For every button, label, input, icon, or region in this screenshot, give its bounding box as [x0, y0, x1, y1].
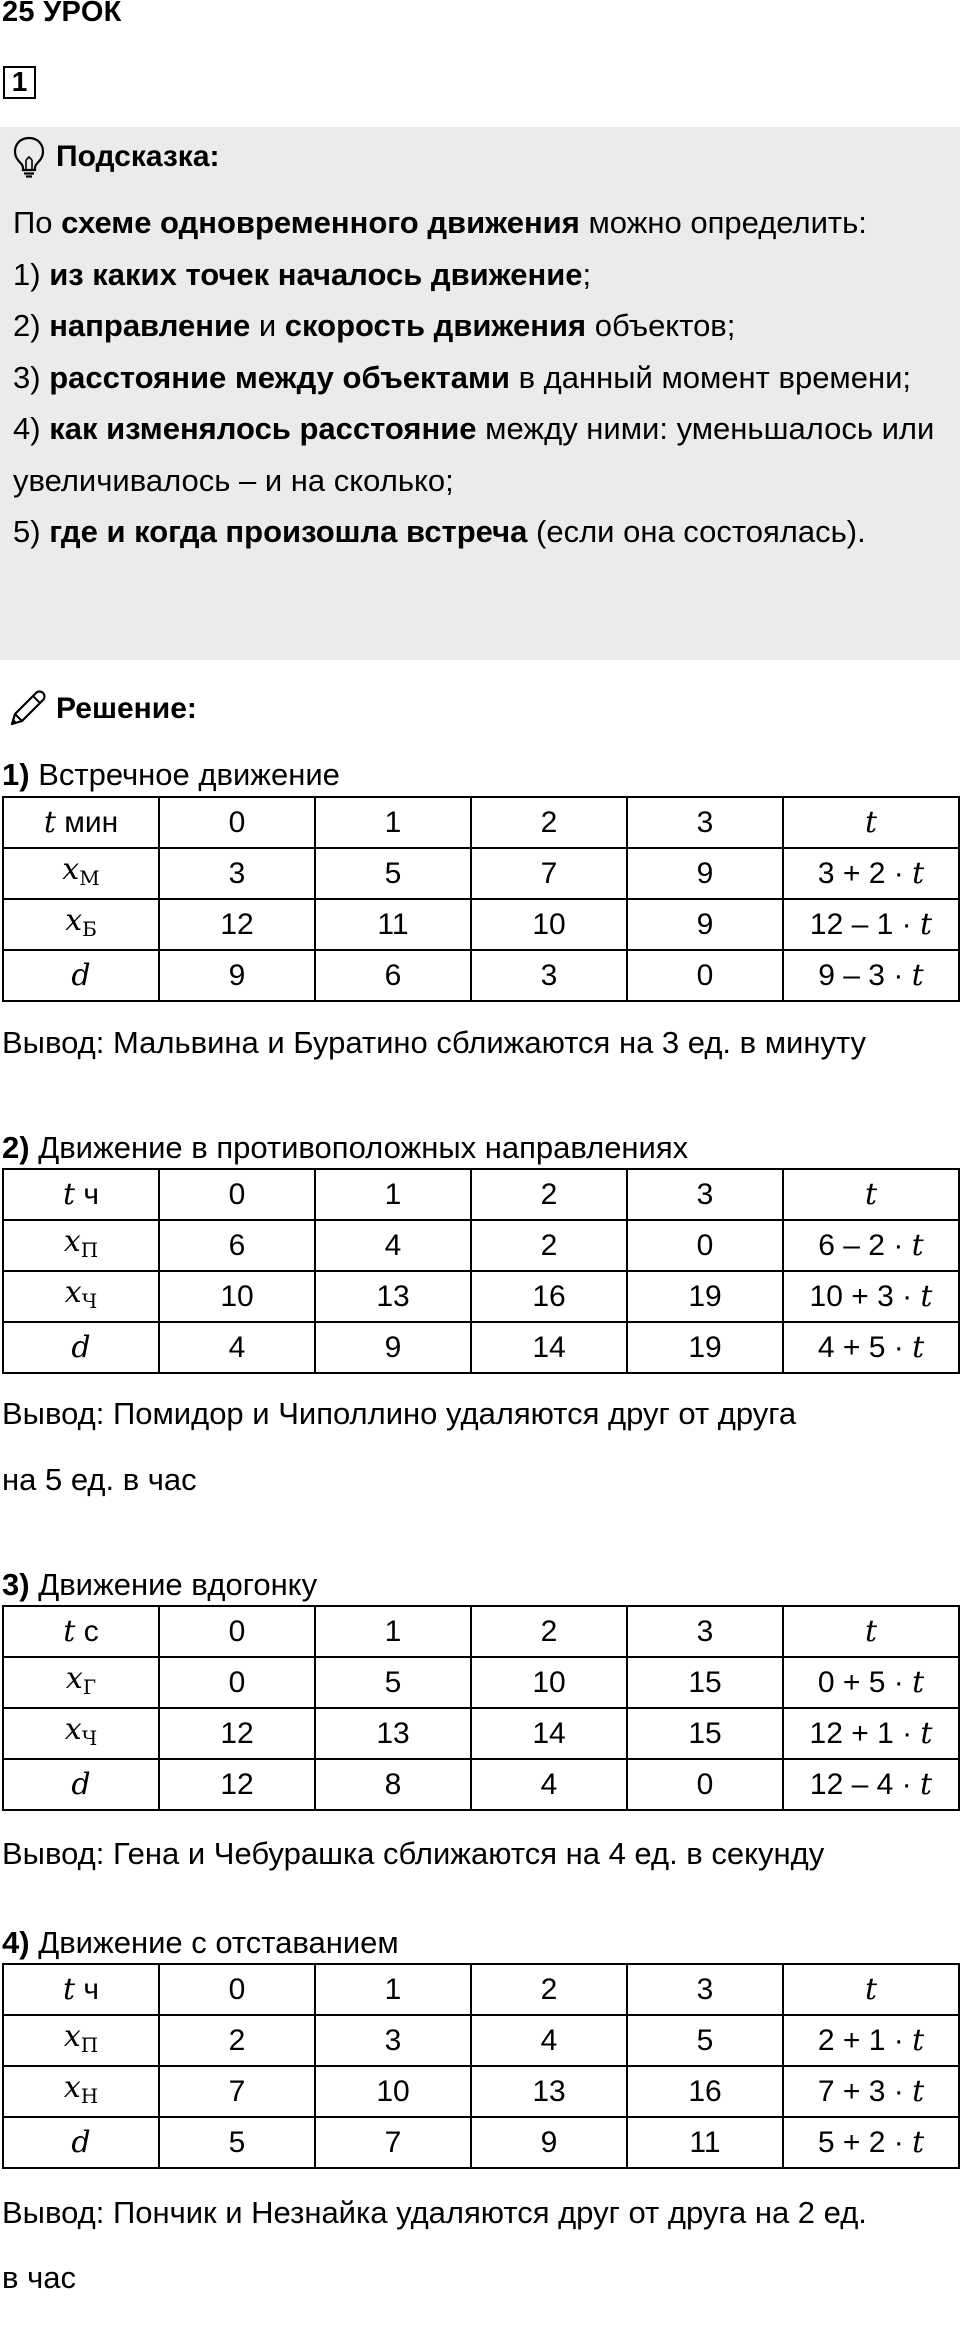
- table-cell: 0: [159, 1169, 315, 1220]
- hint-panel: [0, 127, 960, 660]
- variable-symbol: d: [71, 957, 91, 993]
- hint-header: [12, 135, 220, 179]
- row-header: [3, 1657, 159, 1708]
- section-number: 2): [2, 1130, 30, 1165]
- table-row: [3, 2117, 959, 2168]
- table-cell: 0: [627, 1759, 783, 1810]
- table-cell: 5: [159, 2117, 315, 2168]
- conclusion-line: в час: [2, 2260, 76, 2295]
- formula-variable: t: [864, 1613, 878, 1649]
- formula-variable: t: [920, 906, 933, 942]
- hint-line: [13, 249, 948, 301]
- hint-text-run: 5): [13, 514, 50, 549]
- formula-cell: [783, 1220, 959, 1271]
- table-cell: 14: [471, 1708, 627, 1759]
- hint-text-run: и: [250, 308, 285, 343]
- variable-subscript: Ч: [81, 1725, 98, 1750]
- section-title: [2, 1567, 317, 1603]
- hint-text-run: объектов;: [586, 308, 736, 343]
- table-row: [3, 797, 959, 848]
- formula-variable: t: [912, 2073, 925, 2109]
- formula-cell: [783, 1759, 959, 1810]
- variable-symbol: x: [65, 1660, 83, 1696]
- variable-symbol: d: [71, 1766, 91, 1802]
- row-header: [3, 1271, 159, 1322]
- variable-subscript: Н: [80, 2083, 99, 2108]
- table-cell: 10: [159, 1271, 315, 1322]
- formula-variable: t: [864, 804, 878, 840]
- hint-emphasis: как изменялось расстояние: [49, 411, 477, 446]
- hint-text-run: ;: [582, 256, 592, 292]
- table-cell: 2: [471, 1606, 627, 1657]
- variable-symbol: x: [64, 1711, 82, 1747]
- hint-text-run: (если она состоялась).: [527, 514, 866, 549]
- hint-line: [13, 300, 948, 352]
- table-cell: 3: [471, 950, 627, 1001]
- table-cell: 3: [159, 848, 315, 899]
- variable-symbol: t: [63, 1613, 76, 1649]
- table-cell: 6: [159, 1220, 315, 1271]
- table-cell: 15: [627, 1657, 783, 1708]
- formula-cell: [783, 1708, 959, 1759]
- hint-text-run: между ними: уменьшалось или увеличивалось – и на сколько;: [13, 411, 935, 498]
- formula-cell: [783, 1657, 959, 1708]
- conclusion-line: Вывод: Помидор и Чиполлино удаляются друг от друга: [2, 1396, 797, 1431]
- table-row: [3, 1964, 959, 2015]
- table-cell: 15: [627, 1708, 783, 1759]
- formula-variable: t: [912, 1329, 925, 1365]
- table-row: [3, 1708, 959, 1759]
- table-cell: 7: [471, 848, 627, 899]
- variable-symbol: d: [71, 2124, 91, 2160]
- unit-label: ч: [83, 1972, 100, 2006]
- formula-variable: t: [920, 1278, 933, 1314]
- formula-text: 0 + 5 ·: [817, 1665, 913, 1699]
- row-header: [3, 1759, 159, 1810]
- formula-cell: [783, 1322, 959, 1373]
- formula-cell: [783, 1964, 959, 2015]
- section-title: [2, 757, 340, 793]
- variable-subscript: П: [80, 2032, 99, 2057]
- row-header: [3, 899, 159, 950]
- unit-label: ч: [83, 1177, 100, 1211]
- table-cell: 19: [627, 1271, 783, 1322]
- formula-variable: t: [864, 1176, 878, 1212]
- table-cell: 3: [627, 797, 783, 848]
- hint-text-run: 4): [13, 411, 50, 446]
- table-cell: 16: [471, 1271, 627, 1322]
- table-cell: 5: [315, 848, 471, 899]
- variable-symbol: x: [63, 1223, 81, 1259]
- hint-text-run: в данный момент времени;: [509, 359, 912, 395]
- table-cell: 0: [159, 1964, 315, 2015]
- row-header: [3, 1169, 159, 1220]
- hint-emphasis: скорость движения: [284, 308, 587, 343]
- section-number: 4): [2, 1925, 30, 1960]
- formula-variable: t: [912, 2022, 925, 2058]
- formula-variable: t: [912, 1664, 925, 1700]
- hint-line: [13, 352, 948, 404]
- formula-cell: [783, 1271, 959, 1322]
- formula-variable: t: [912, 855, 925, 891]
- motion-table: [2, 1605, 960, 1811]
- row-header: [3, 1964, 159, 2015]
- formula-cell: [783, 848, 959, 899]
- hint-text: [13, 197, 948, 558]
- table-cell: 13: [315, 1271, 471, 1322]
- hint-text-run: можно определить:: [579, 205, 867, 240]
- formula-text: 6 – 2 ·: [818, 1228, 912, 1262]
- table-cell: 1: [315, 1606, 471, 1657]
- table-cell: 10: [471, 899, 627, 950]
- table-cell: 1: [315, 1169, 471, 1220]
- variable-symbol: t: [43, 804, 56, 840]
- formula-cell: [783, 950, 959, 1001]
- hint-text-run: 2): [13, 308, 50, 343]
- table-cell: 4: [315, 1220, 471, 1271]
- conclusion-line: Вывод: Пончик и Незнайка удаляются друг от друга на 2 ед.: [2, 2195, 867, 2230]
- formula-text: 5 + 2 ·: [817, 2125, 913, 2159]
- formula-variable: t: [911, 957, 924, 993]
- formula-cell: [783, 1169, 959, 1220]
- motion-table: [2, 1963, 960, 2169]
- row-header: [3, 950, 159, 1001]
- table-cell: 1: [315, 797, 471, 848]
- table-cell: 2: [471, 1964, 627, 2015]
- table-cell: 9: [627, 848, 783, 899]
- hint-emphasis: где и когда произошла встреча: [49, 514, 528, 549]
- solution-header: [6, 684, 197, 734]
- table-cell: 14: [471, 1322, 627, 1373]
- variable-symbol: x: [62, 851, 80, 887]
- row-header: [3, 2066, 159, 2117]
- table-cell: 12: [159, 1759, 315, 1810]
- table-row: [3, 2066, 959, 2117]
- section-title: [2, 1925, 399, 1961]
- row-header: [3, 2117, 159, 2168]
- table-row: [3, 1606, 959, 1657]
- hint-emphasis: из каких точек началось движение: [49, 256, 583, 292]
- variable-symbol: x: [63, 2018, 81, 2054]
- table-cell: 9: [627, 899, 783, 950]
- table-cell: 3: [315, 2015, 471, 2066]
- row-header: [3, 1322, 159, 1373]
- formula-text: 12 – 4 ·: [809, 1767, 920, 1801]
- table-cell: 6: [315, 950, 471, 1001]
- section-number: 3): [2, 1567, 30, 1602]
- table-cell: 19: [627, 1322, 783, 1373]
- formula-text: 4 + 5 ·: [817, 1330, 913, 1364]
- table-row: [3, 1759, 959, 1810]
- hint-line: [13, 197, 948, 249]
- table-cell: 2: [159, 2015, 315, 2066]
- formula-text: 12 – 1 ·: [809, 907, 920, 941]
- table-cell: 9: [159, 950, 315, 1001]
- formula-variable: t: [920, 1766, 933, 1802]
- table-cell: 0: [159, 1657, 315, 1708]
- formula-text: 10 + 3 ·: [809, 1279, 921, 1313]
- table-row: [3, 950, 959, 1001]
- unit-label: с: [83, 1614, 99, 1648]
- variable-symbol: x: [63, 2069, 81, 2105]
- pencil-icon: [6, 688, 48, 730]
- lightbulb-icon: [12, 136, 46, 178]
- table-cell: 3: [627, 1964, 783, 2015]
- hint-emphasis: направление: [49, 308, 251, 343]
- formula-text: 12 + 1 ·: [809, 1716, 921, 1750]
- table-row: [3, 2015, 959, 2066]
- table-cell: 11: [315, 899, 471, 950]
- table-cell: 7: [315, 2117, 471, 2168]
- table-cell: 3: [627, 1169, 783, 1220]
- hint-text-run: 3): [13, 359, 50, 395]
- table-cell: 2: [471, 1220, 627, 1271]
- formula-cell: [783, 2117, 959, 2168]
- section-name: Движение в противоположных направлениях: [38, 1130, 689, 1165]
- table-cell: 0: [627, 1220, 783, 1271]
- table-cell: 10: [471, 1657, 627, 1708]
- table-cell: 12: [159, 899, 315, 950]
- variable-symbol: t: [62, 1176, 76, 1212]
- table-cell: 8: [315, 1759, 471, 1810]
- table-cell: 11: [627, 2117, 783, 2168]
- row-header: [3, 1606, 159, 1657]
- table-cell: 4: [159, 1322, 315, 1373]
- table-cell: 13: [471, 2066, 627, 2117]
- table-cell: 0: [627, 950, 783, 1001]
- motion-table: [2, 1168, 960, 1374]
- formula-variable: t: [912, 2124, 925, 2160]
- solution-title: Решение:: [56, 692, 197, 725]
- hint-text-run: По: [13, 205, 62, 240]
- formula-variable: t: [864, 1971, 878, 2007]
- variable-subscript: Б: [82, 916, 97, 941]
- table-cell: 9: [471, 2117, 627, 2168]
- conclusion-line: на 5 ед. в час: [2, 1462, 197, 1497]
- section-name: Встречное движение: [38, 757, 340, 792]
- variable-subscript: Г: [82, 1674, 97, 1699]
- variable-symbol: t: [62, 1971, 76, 2007]
- formula-text: 9 – 3 ·: [818, 958, 912, 992]
- table-cell: 0: [159, 797, 315, 848]
- formula-variable: t: [920, 1715, 933, 1751]
- table-cell: 4: [471, 1759, 627, 1810]
- variable-subscript: М: [79, 865, 100, 890]
- table-cell: 5: [627, 2015, 783, 2066]
- variable-subscript: Ч: [81, 1288, 98, 1313]
- table-cell: 10: [315, 2066, 471, 2117]
- table-cell: 2: [471, 1169, 627, 1220]
- row-header: [3, 1708, 159, 1759]
- motion-table: [2, 796, 960, 1002]
- conclusion-line: Вывод: Мальвина и Буратино сближаются на 3 ед. в минуту: [2, 1025, 867, 1060]
- formula-text: 3 + 2 ·: [817, 856, 913, 890]
- table-cell: 2: [471, 797, 627, 848]
- table-cell: 7: [159, 2066, 315, 2117]
- lesson-title: 25 УРОК: [2, 0, 122, 28]
- hint-line: [13, 506, 948, 558]
- row-header: [3, 797, 159, 848]
- row-header: [3, 1220, 159, 1271]
- hint-title: Подсказка:: [56, 140, 220, 173]
- table-cell: 12: [159, 1708, 315, 1759]
- table-cell: 0: [159, 1606, 315, 1657]
- section-name: Движение вдогонку: [38, 1567, 318, 1602]
- formula-cell: [783, 899, 959, 950]
- section-title: [2, 1130, 688, 1166]
- formula-text: 2 + 1 ·: [817, 2023, 913, 2057]
- variable-symbol: d: [71, 1329, 91, 1365]
- table-row: [3, 1322, 959, 1373]
- row-header: [3, 848, 159, 899]
- formula-cell: [783, 2066, 959, 2117]
- table-cell: 16: [627, 2066, 783, 2117]
- table-row: [3, 1169, 959, 1220]
- hint-line: [13, 403, 948, 506]
- hint-text-run: 1): [13, 256, 50, 292]
- section-number: 1): [2, 757, 30, 792]
- variable-symbol: x: [64, 1274, 82, 1310]
- table-row: [3, 1657, 959, 1708]
- hint-emphasis: схеме одновременного движения: [61, 205, 580, 240]
- formula-cell: [783, 2015, 959, 2066]
- hint-emphasis: расстояние между объектами: [49, 359, 510, 395]
- table-row: [3, 848, 959, 899]
- section-name: Движение с отставанием: [38, 1925, 399, 1960]
- table-row: [3, 899, 959, 950]
- table-cell: 5: [315, 1657, 471, 1708]
- variable-subscript: П: [80, 1237, 99, 1262]
- table-cell: 9: [315, 1322, 471, 1373]
- variable-symbol: x: [65, 902, 83, 938]
- task-number-box: 1: [3, 66, 36, 99]
- unit-label: мин: [64, 805, 119, 839]
- formula-cell: [783, 797, 959, 848]
- table-cell: 4: [471, 2015, 627, 2066]
- row-header: [3, 2015, 159, 2066]
- conclusion-line: Вывод: Гена и Чебурашка сближаются на 4 ед. в секунду: [2, 1836, 825, 1871]
- table-row: [3, 1220, 959, 1271]
- formula-cell: [783, 1606, 959, 1657]
- formula-variable: t: [911, 1227, 924, 1263]
- formula-text: 7 + 3 ·: [817, 2074, 913, 2108]
- table-cell: 3: [627, 1606, 783, 1657]
- table-cell: 13: [315, 1708, 471, 1759]
- table-cell: 1: [315, 1964, 471, 2015]
- table-row: [3, 1271, 959, 1322]
